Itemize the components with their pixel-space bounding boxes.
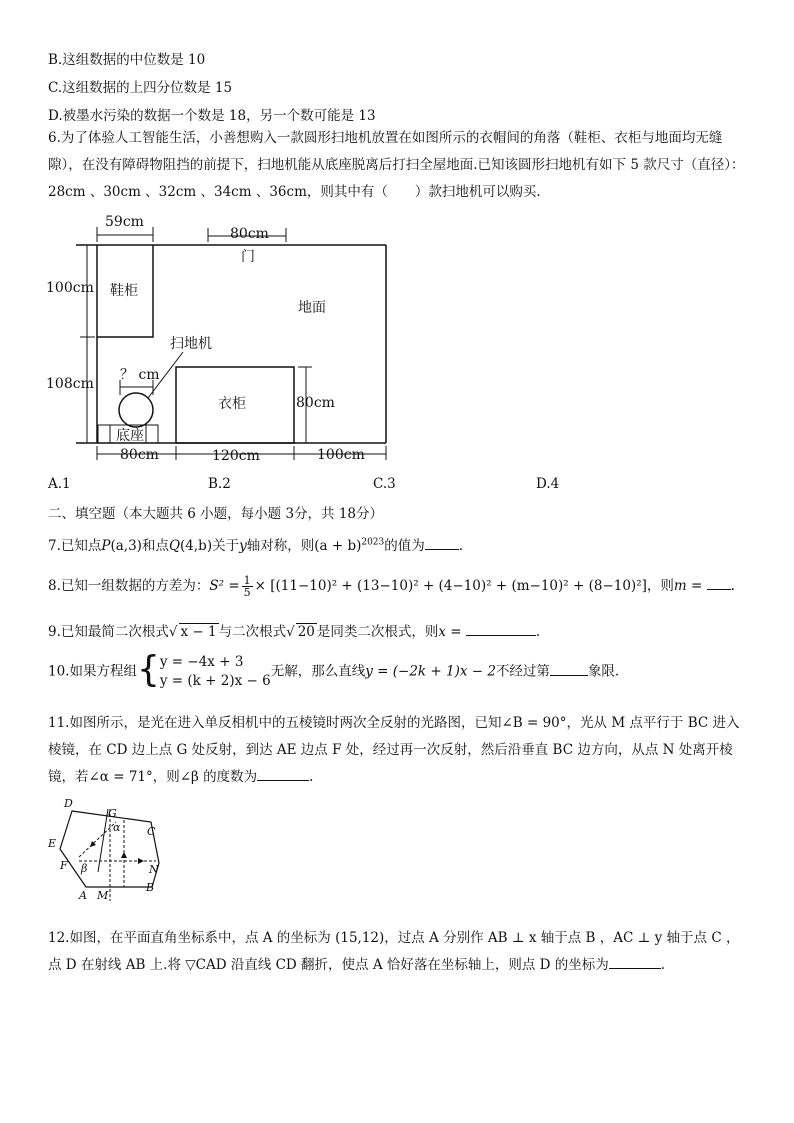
prism-label-e: E: [48, 837, 57, 850]
question-12: 12.如图，在平面直角坐标系中，点 A 的坐标为 (15,12)，过点 A 分别作 AB ⊥ x 轴于点 B ，AC ⊥ y 轴于点 C ，点 D 在射线 AB 上.将 ▽CAD 沿直线 CD 翻折，使点 A 恰好落在坐标轴上，则点 D 的坐标为 .: [48, 930, 740, 973]
answer-blank-8[interactable]: [707, 577, 731, 590]
label-80cm-right: 80cm: [296, 395, 335, 411]
prism-label-beta: β: [81, 862, 88, 875]
prism-label-c: C: [147, 825, 156, 838]
pentaprism-figure: [46, 795, 176, 905]
question-9: 9.已知最简二次根式√ x − 1 与二次根式√ 20 是同类二次根式，则x = .: [48, 624, 541, 640]
option-c-line: C.这组数据的上四分位数是 15: [48, 80, 233, 96]
label-robot: 扫地机: [170, 336, 212, 352]
question-8: 8.已知一组数据的方差为：S² = $\frac{1}{5}$ × [(11−10)² + (13−10)² + (4−10)² + (m−10)² + (8−10)²]，则m = .: [48, 574, 735, 599]
prism-label-d: D: [64, 797, 73, 810]
label-base: 底座: [116, 428, 144, 444]
label-q-cm: ？ cm: [120, 367, 160, 383]
option-b-line: B.这组数据的中位数是 10: [48, 52, 206, 68]
fraction-one-fifth: $\frac{1}{5}$: [243, 574, 251, 599]
q6-option-d: D.4: [536, 476, 560, 492]
answer-blank-9[interactable]: [466, 623, 536, 636]
question-6-text: 6.为了体验人工智能生活，小善想购入一款圆形扫地机放置在如图所示的衣帽间的角落（鞋柜、衣柜与地面均无缝隙），在没有障碍物阻挡的前提下，扫地机能从底座脱离后打扫全屋地面.已知该圆形扫地机有如下 5 款尺寸（直径）：28cm 、30cm 、32cm 、34cm 、36cm，则其中有（ ）款扫地机可以购买.: [48, 130, 745, 200]
question-11: 11.如图所示，是光在进入单反相机中的五棱镜时两次全反射的光路图，已知∠B = 90°，光从 M 点平行于 BC 进入棱镜，在 CD 边上点 G 处反射，到达 AE 边点 F 处，经过再一次反射，然后沿垂直 BC 边方向，从点 N 处离开棱镜，若∠α = 71°，则∠β 的度数为 .: [48, 715, 740, 785]
question-7: 7.已知点P(a,3)和点Q(4,b)关于y轴对称，则$(a + b)^{2023}$的值为 .: [48, 537, 464, 554]
prism-label-f: F: [60, 859, 68, 872]
label-100cm: 100cm: [46, 280, 94, 296]
equation-system: y = −4x + 3 y = (k + 2)x − 6: [159, 654, 271, 689]
answer-blank-11[interactable]: [257, 768, 309, 781]
label-wardrobe: 衣柜: [218, 396, 246, 412]
robot-circle: [119, 393, 153, 427]
answer-blank-10[interactable]: [550, 663, 588, 676]
question-10: 10.如果方程组{y = −4x + 3 y = (k + 2)x − 6无解，那么直线y = (−2k + 1)x − 2不经过第 象限.: [48, 649, 620, 690]
q6-option-a: A.1: [48, 476, 71, 492]
prism-label-b: B: [146, 881, 155, 894]
q6-option-b: B.2: [208, 476, 231, 492]
answer-blank-7[interactable]: [425, 537, 459, 550]
label-door: 门: [241, 249, 255, 265]
q6-option-c: C.3: [373, 476, 396, 492]
label-108cm: 108cm: [46, 376, 94, 392]
label-100cm-bottom: 100cm: [317, 447, 365, 462]
option-d-line: D.被墨水污染的数据一个数是 18，另一个数可能是 13: [48, 108, 376, 124]
label-80cm-top: 80cm: [230, 226, 269, 242]
label-120cm-bottom: 120cm: [212, 448, 260, 462]
label-80cm-bottom: 80cm: [120, 447, 159, 462]
label-59cm: 59cm: [105, 214, 144, 230]
answer-blank-12[interactable]: [609, 956, 661, 969]
prism-label-alpha: α: [113, 821, 121, 834]
prism-label-g: G: [108, 807, 117, 820]
label-floor: 地面: [298, 300, 326, 316]
closet-figure: [40, 212, 440, 462]
prism-label-m: M: [97, 889, 109, 902]
label-shoe-cabinet: 鞋柜: [110, 283, 138, 299]
prism-label-a: A: [79, 889, 87, 902]
section-2-heading: 二、填空题（本大题共 6 小题，每小题 3分，共 18分）: [48, 506, 384, 522]
prism-label-n: N: [149, 863, 159, 876]
